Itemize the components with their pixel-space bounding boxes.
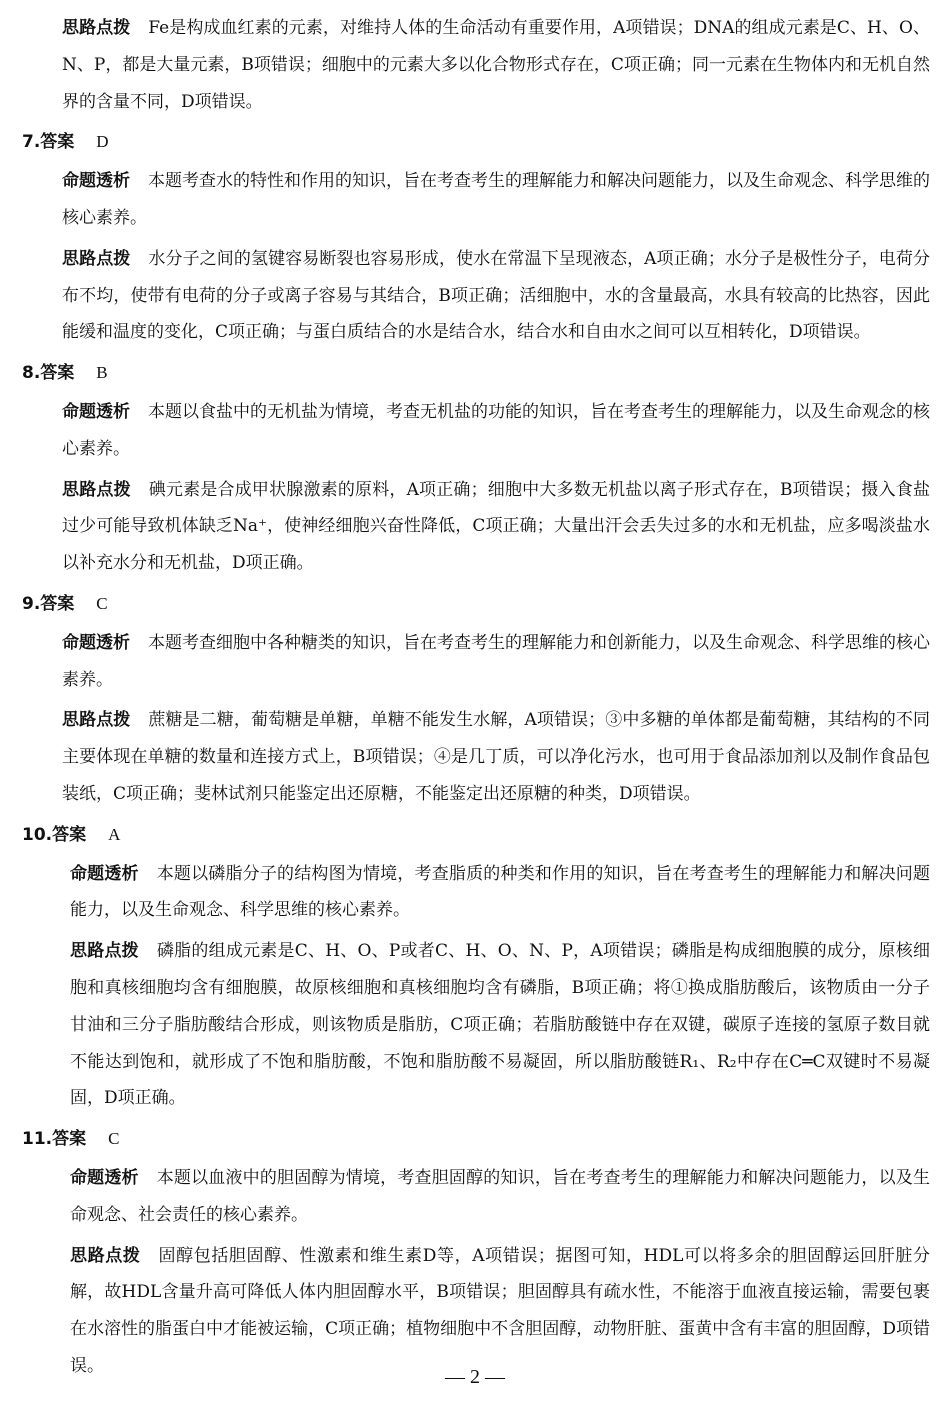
analysis-label: 命题透析 (70, 1167, 139, 1188)
question-10-hint (70, 933, 930, 1117)
question-number: 11. (22, 1129, 53, 1150)
question-8-analysis (62, 394, 930, 468)
question-11-analysis (70, 1160, 930, 1234)
answer-value: C (108, 1129, 120, 1149)
question-7-hint (62, 241, 930, 351)
hint-label: 思路点拨 (70, 1245, 141, 1266)
hint-label: 思路点拨 (62, 710, 131, 731)
hint-text: 水分子之间的氢键容易断裂也容易形成，使水在常温下呈现液态，A项正确；水分子是极性分子，电荷分布不均，使带有电荷的分子或离子容易与其结合，B项正确；活细胞中，水的含量最高，水具有较高的比热容，因此能缓和温度的变化，C项正确；与蛋白质结合的水是结合水，结合水和自由水之间可以互相转化，D项错误。 (62, 248, 930, 343)
question-10-answer (22, 817, 930, 854)
analysis-text: 本题考查水的特性和作用的知识，旨在考查考生的理解能力和解决问题能力，以及生命观念、科学思维的核心素养。 (62, 171, 930, 228)
answer-document (22, 10, 930, 1389)
analysis-text: 本题以血液中的胆固醇为情境，考查胆固醇的知识，旨在考查考生的理解能力和解决问题能力，以及生命观念、社会责任的核心素养。 (70, 1167, 930, 1225)
question-9-hint (62, 702, 930, 812)
hint-text: 固醇包括胆固醇、性激素和维生素D等，A项错误；据图可知，HDL可以将多余的胆固醇运回肝脏分解，故HDL含量升高可降低人体内胆固醇水平，B项错误；胆固醇具有疏水性，不能溶于血液直接运输，需要包裹在水溶性的脂蛋白中才能被运输，C项正确；植物细胞中不含胆固醇，动物肝脏、蛋黄中含有丰富的胆固醇，D项错误。 (70, 1245, 930, 1376)
hint-label: 思路点拨 (70, 941, 139, 962)
question-11-answer (22, 1121, 930, 1158)
hint-label: 思路点拨 (62, 479, 131, 500)
analysis-label: 命题透析 (62, 632, 130, 653)
analysis-label: 命题透析 (62, 171, 130, 192)
question-7-analysis (62, 163, 930, 237)
hint-label: 思路点拨 (62, 18, 131, 38)
analysis-text: 本题考查细胞中各种糖类的知识，旨在考查考生的理解能力和创新能力，以及生命观念、科学思维的核心素养。 (62, 632, 930, 690)
answer-value: C (96, 593, 108, 613)
question-10-analysis (70, 856, 930, 930)
question-number: 10. (22, 824, 53, 845)
hint-label: 思路点拨 (62, 248, 131, 269)
hint-text: 蔗糖是二糖，葡萄糖是单糖，单糖不能发生水解，A项错误；③中多糖的单体都是葡萄糖，其结构的不同主要体现在单糖的数量和连接方式上，B项错误；④是几丁质，可以净化污水，也可用于食品添加剂以及制作食品包装纸，C项正确；斐林试剂只能鉴定出还原糖，不能鉴定出还原糖的种类，D项错误。 (62, 710, 930, 804)
question-9-analysis (62, 625, 930, 699)
answer-label: 答案 (40, 363, 75, 384)
answer-label: 答案 (52, 1129, 87, 1150)
answer-value: D (96, 132, 109, 152)
question-number: 9. (22, 593, 41, 614)
hint-text: Fe是构成血红素的元素，对维持人体的生命活动有重要作用，A项错误；DNA的组成元素是C、H、O、N、P，都是大量元素，B项错误；细胞中的元素大多以化合物形式存在，C项正确；同一元素在生物体内和无机自然界的含量不同，D项错误。 (62, 18, 930, 112)
answer-label: 答案 (52, 824, 87, 845)
question-8-hint (62, 472, 930, 582)
hint-text: 磷脂的组成元素是C、H、O、P或者C、H、O、N、P，A项错误；磷脂是构成细胞膜的成分，原核细胞和真核细胞均含有细胞膜，故原核细胞和真核细胞均含有磷脂，B项正确；将①换成脂肪酸后，该物质由一分子甘油和三分子脂肪酸结合形成，则该物质是脂肪，C项正确；若脂肪酸链中存在双键，碳原子连接的氢原子数目就不能达到饱和，就形成了不饱和脂肪酸，不饱和脂肪酸不易凝固，所以脂肪酸链R₁、R₂中存在C═C双键时不易凝固，D项正确。 (70, 941, 930, 1109)
hint-text: 碘元素是合成甲状腺激素的原料，A项正确；细胞中大多数无机盐以离子形式存在，B项错误；摄入食盐过少可能导致机体缺乏Na⁺，使神经细胞兴奋性降低，C项正确；大量出汗会丢失过多的水和无机盐，应多喝淡盐水以补充水分和无机盐，D项正确。 (62, 479, 930, 574)
answer-value: B (96, 363, 108, 383)
question-8-answer (22, 355, 930, 392)
question-9-answer (22, 586, 930, 623)
answer-label: 答案 (40, 593, 75, 614)
analysis-label: 命题透析 (70, 863, 139, 884)
answer-value: A (108, 824, 121, 844)
analysis-text: 本题以磷脂分子的结构图为情境，考查脂质的种类和作用的知识，旨在考查考生的理解能力和解决问题能力，以及生命观念、科学思维的核心素养。 (70, 863, 930, 921)
analysis-text: 本题以食盐中的无机盐为情境，考查无机盐的功能的知识，旨在考查考生的理解能力，以及生命观念的核心素养。 (62, 401, 930, 459)
question-7-answer (22, 124, 930, 161)
question-number: 8. (22, 363, 41, 384)
page-number: — 2 — (445, 1366, 505, 1388)
answer-label: 答案 (40, 132, 75, 153)
analysis-label: 命题透析 (62, 401, 130, 422)
intro-hint (62, 10, 930, 120)
question-11-hint (70, 1238, 930, 1385)
question-number: 7. (22, 132, 41, 153)
